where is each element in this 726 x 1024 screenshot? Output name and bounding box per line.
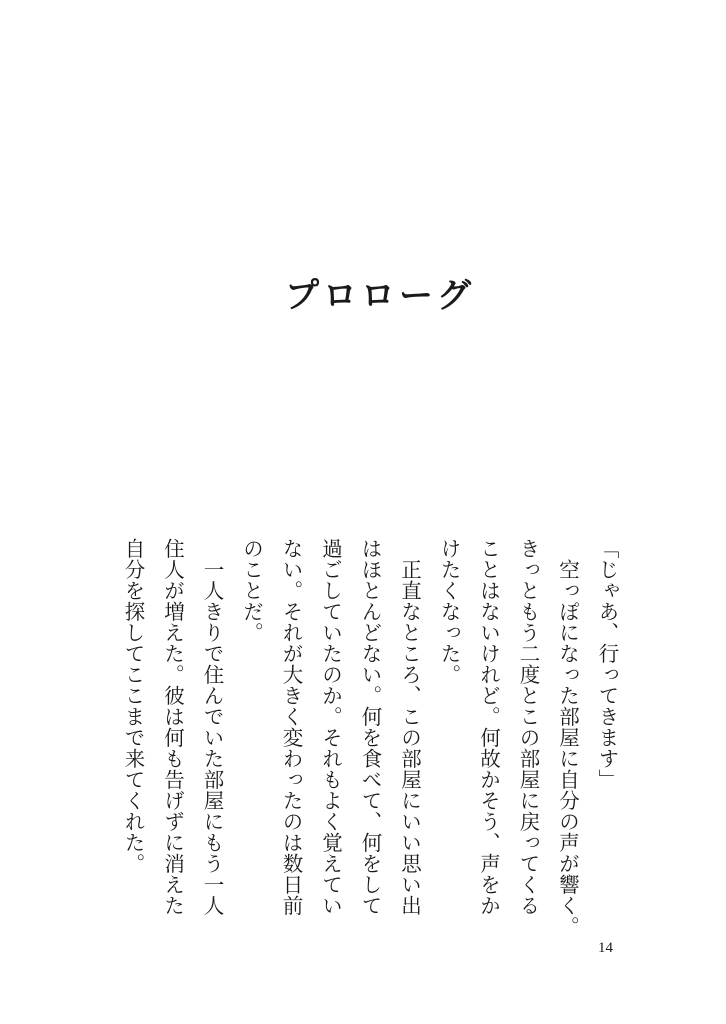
text-line: ことはないけれど。何故かそう、声をか bbox=[476, 538, 501, 916]
chapter-title: プロローグ bbox=[285, 276, 475, 316]
text-line: 住人が増えた。彼は何も告げずに消えた bbox=[160, 538, 185, 916]
text-line: ない。それが大きく変わったのは数日前 bbox=[279, 538, 303, 916]
text-line: きっともう二度とこの部屋に戻ってくる bbox=[516, 538, 540, 916]
text-line: 一人きりで住んでいた部屋にもう一人 bbox=[200, 538, 224, 916]
page-number: 14 bbox=[598, 940, 613, 956]
text-line: 過ごしていたのか。それもよく覚えてい bbox=[318, 538, 343, 916]
text-line: 空っぽになった部屋に自分の声が響く。 bbox=[555, 538, 580, 937]
text-line: けたくなった。 bbox=[437, 538, 461, 685]
body-text bbox=[113, 538, 627, 937]
text-line: 正直なところ、この部屋にいい思い出 bbox=[397, 538, 422, 916]
text-line: 「じゃあ、行ってきます」 bbox=[595, 538, 619, 790]
text-line: のことだ。 bbox=[239, 538, 264, 643]
text-line: 自分を探してここまで来てくれた。 bbox=[121, 538, 145, 874]
text-line: はほとんどない。何を食べて、何をして bbox=[358, 538, 382, 916]
